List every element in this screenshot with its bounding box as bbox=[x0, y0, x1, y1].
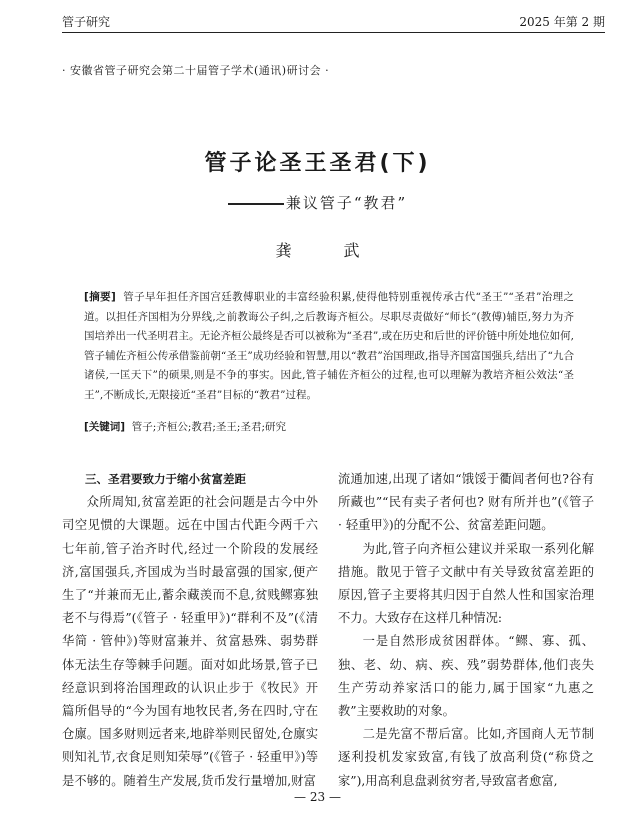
article-subtitle bbox=[0, 192, 635, 213]
journal-name: 管子研究 bbox=[62, 15, 111, 29]
subtitle-text: 兼议管子“教君” bbox=[285, 194, 408, 212]
abstract-label: [摘要] bbox=[84, 291, 116, 303]
abstract bbox=[84, 288, 574, 406]
keywords bbox=[84, 418, 574, 438]
article-title: 管子论圣王圣君(下) bbox=[204, 151, 431, 176]
body-column-left bbox=[62, 468, 318, 793]
section-heading: 三、圣君要致力于缩小贫富差距 bbox=[85, 472, 246, 486]
keywords-label: [关键词] bbox=[84, 421, 126, 433]
body-paragraph: 一是自然形成贫困群体。“鳏、寡、孤、独、老、幼、病、疾、残”弱势群体,他们丧失生产劳动养家活口的能力,属于国家“九惠之教”主要救助的对象。 bbox=[338, 634, 594, 719]
conference-line: · 安徽省管子研究会第二十届管子学术(通讯)研讨会 · bbox=[62, 64, 330, 77]
body-paragraph: 众所周知,贫富差距的社会问题是古今中外司空见惯的大课题。远在中国古代距今两千六七年前,管子治齐时代,经过一个阶段的发展经济,富国强兵,齐国成为当时最富强的国家,便产生了“并兼而无止,蓄余藏羡而不息,贫贱鳏寡独老不与得焉”(《管子 · 轻重甲》)“群利不及”(《清华简 · 管仲》)等财富兼并、贫富悬殊、弱势群体无法生存等棘手问题。面对如此场景,管子已经意识到将治国理政的认识止步于《牧民》开篇所倡导的“今为国有地牧民者,务在四时,守在仓廪。国多财则远者来,地辟举则民留处,仓廪实则知礼节,衣食足则知荣辱”(《管子 · 轻重甲》)等是不够的。随着生产发展,货币发行量增加,财富 bbox=[62, 495, 318, 788]
body-paragraph: 为此,管子向齐桓公建议并采取一系列化解措施。散见于管子文献中有关导致贫富差距的原因,管子主要将其归因于自然人性和国家治理不力。大致存在这样几种情况: bbox=[338, 541, 594, 626]
abstract-text: 管子早年担任齐国宫廷教傅职业的丰富经验积累,使得他特别重视传承古代“圣王”“圣君”治理之道。以担任齐国相为分界线,之前教诲公子纠,之后教诲齐桓公。尽职尽责做好“师长”(教傅)辅臣,努力为齐国培养出一代圣明君主。无论齐桓公最终是否可以被称为“圣君”,或在历史和后世的评价链中所处地位如何,管子辅佐齐桓公传承借鉴前朝“圣王”成功经验和智慧,用以“教君”治国理政,指导齐国富国强兵,结出了“九合诸侯,一匡天下”的硕果,则是不争的事实。因此,管子辅佐齐桓公的过程,也可以理解为教培齐桓公效法“圣王”,不断成长,无限接近“圣君”目标的“教君”过程。 bbox=[84, 291, 574, 401]
body-column-right bbox=[338, 468, 594, 793]
running-header bbox=[62, 12, 605, 33]
author-name: 龚 武 bbox=[275, 241, 378, 260]
page-number: — 23 — bbox=[294, 790, 341, 804]
keywords-text: 管子;齐桓公;教君;圣王;圣君;研究 bbox=[131, 421, 286, 433]
body-paragraph: 流通加速,出现了诸如“饿馁于衢闾者何也?谷有所藏也”“民有卖子者何也? 财有所并也”(《管子 · 轻重甲》)的分配不公、贫富差距问题。 bbox=[338, 472, 594, 533]
body-paragraph: 二是先富不帮后富。比如,齐国商人无节制逐利投机发家致富,有钱了放高利贷(“称贷之家”),用高利息盘剥贫穷者,导致富者愈富, bbox=[338, 727, 594, 788]
issue-label: 2025 年第 2 期 bbox=[519, 15, 605, 29]
subtitle-dash bbox=[228, 203, 284, 205]
